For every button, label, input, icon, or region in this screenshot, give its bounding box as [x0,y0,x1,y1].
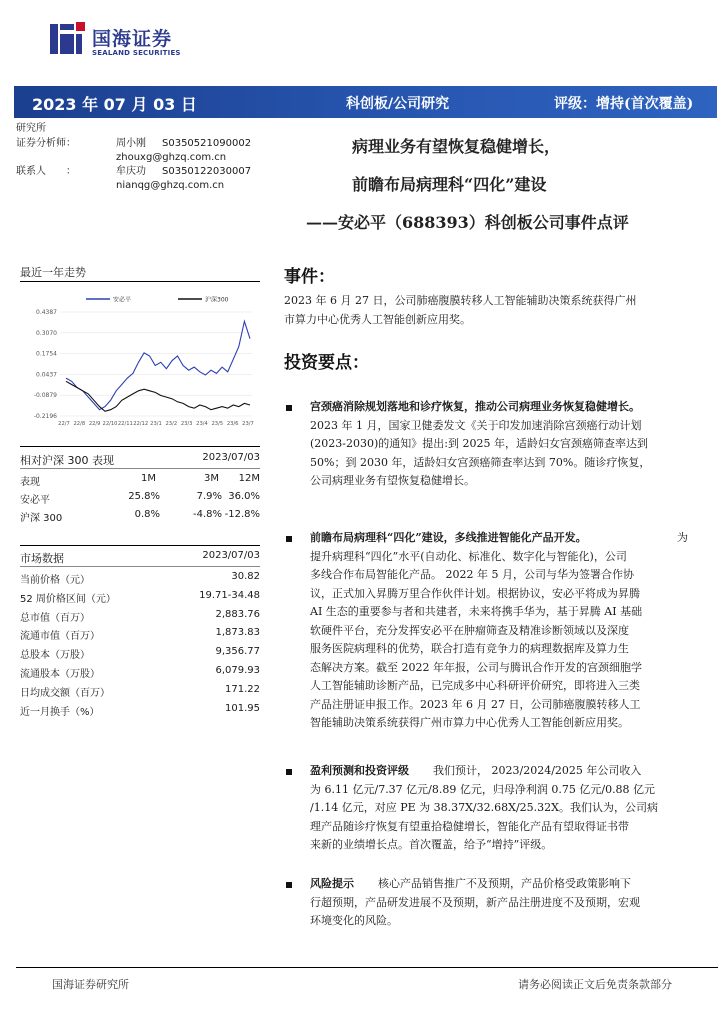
chart-y-tick-label: 0.3070 [36,329,57,337]
chart-top-rule [20,281,260,282]
perf-table-title-row [20,451,260,467]
title-line-1: 病理业务有望恢复稳健增长， [352,137,561,156]
point-3-line: 为 6.11 亿元/7.37 亿元/8.89 亿元，归母净利润 0.75 亿元/0.88 亿元 [310,782,656,796]
point-2-line: 智能辅助决策系统获得广州市算力中心优秀人工智能创新应用奖。 [310,716,629,729]
market-row-label: 52 周价格区间（元） [20,593,116,605]
market-table-title: 市场数据 [20,552,64,565]
perf-cell: 25.8% [128,491,160,502]
chart-x-tick-label: 22/12 [133,421,149,427]
contact-colon: ： [66,166,76,177]
table-row [20,626,260,642]
perf-cell: 36.0% [228,491,260,502]
chart-x-tick-label: 22/9 [88,421,101,427]
contact-code: S0350122030007 [162,166,252,177]
chart-x-tick-label: 23/1 [150,421,162,427]
analyst-email[interactable]: zhouxg@ghzq.com.cn [116,152,227,163]
chart-x-tick-label: 23/5 [211,421,224,427]
bullet-icon [286,769,292,775]
investment-heading: 投资要点： [284,353,369,373]
point-2-line: 软硬件平台，充分发挥安必平在肿瘤筛查及精准诊断领域以及深度 [310,623,629,637]
point-2-line: 提升病理科“四化”水平(自动化、标准化、数字化与智能化)，公司 [310,549,627,563]
market-table-title-row [20,549,260,565]
title-line-3: ——安必平（688393）科创板公司事件点评 [306,213,629,232]
market-row-value: 9,356.77 [215,646,260,658]
chart-x-tick-label: 23/4 [196,421,208,427]
market-row-label: 近一月换手（%） [20,706,100,718]
table-row [20,645,260,661]
perf-cell: -4.8% [192,509,222,520]
perf-header-3m: 3M [204,473,219,484]
chart-x-tick-label: 23/6 [226,421,239,427]
market-row-value: 101.95 [225,702,260,714]
point-3-line: /1.14 亿元，对应 PE 为 38.37X/32.68X/25.32X。我们认为，公司病 [310,801,658,814]
point-4-heading: 风险提示 [310,877,354,890]
market-row-label: 当前价格（元） [20,575,90,586]
contact-email[interactable]: nianqg@ghzq.com.cn [116,180,225,191]
point-3-first: 我们预计， 2023/2024/2025 年公司收入 [433,764,642,777]
point-2-tail: 为 [677,531,688,544]
market-row-label: 流通市值（百万） [20,631,100,643]
point-3-line: 理产品随诊疗恢复有望重拾稳健增长，智能化产品有望取得证书带 [310,819,629,833]
perf-header-1m: 1M [141,473,156,484]
point-1-line: 公司病理业务有望恢复稳健增长。 [310,474,475,487]
point-3 [310,762,688,855]
perf-table-title: 相对沪深 300 表现 [20,454,114,467]
point-1-line: 50%；到 2030 年，适龄妇女宫颈癌筛查率达到 70%。随诊疗恢复， [310,455,651,469]
chart-y-tick-label: -0.2196 [33,413,57,420]
point-4-line: 行超预期，产品研发进展不及预期，新产品注册进度不及预期，宏观 [310,895,640,909]
perf-cell: -12.8% [224,509,260,520]
market-row-value: 1,873.83 [215,627,260,639]
trend-chart [20,284,260,434]
chart-x-tick-label: 23/2 [165,421,178,427]
legend-label-series-2: 沪深300 [205,296,229,304]
market-row-label: 总股本（万股） [20,650,90,662]
analyst-code: S0350521090002 [162,138,252,149]
point-1-line: (2023-2030)的通知》提出:到 2025 年，适龄妇女宫颈癌筛查率达到 [310,437,648,450]
chart-y-tick-label: 0.0437 [36,371,57,379]
institute-label: 研究所 [16,123,46,134]
chart-series-line-2 [66,381,250,411]
market-row-value: 171.22 [225,683,260,695]
table-row [20,664,260,680]
perf-cell: 0.8% [134,509,160,520]
chart-x-tick-label: 22/11 [117,421,133,427]
perf-header-label: 表现 [20,477,40,488]
market-row-label: 日均成交额（百万） [20,687,110,699]
point-2-line: AI 生态的重要参与者和共建者，未来将携手华为，基于昇腾 AI 基础 [310,605,643,618]
footer-rule [16,967,718,968]
market-row-label: 总市值（百万） [20,612,90,624]
perf-header-12m: 12M [238,473,260,484]
market-row-label: 流通股本（万股） [20,669,100,680]
perf-table-top-rule [20,446,260,447]
perf-table-header [20,472,260,488]
contact-label: 联系人 [16,166,46,177]
perf-row-label: 沪深 300 [20,513,63,524]
table-row [20,490,260,506]
market-row-value: 2,883.76 [215,608,260,620]
company-name-en: SEALAND SECURITIES [92,49,181,57]
header-banner [14,86,717,118]
point-1-heading: 宫颈癌消除规划落地和诊疗恢复，推动公司病理业务恢复稳健增长。 [310,400,640,413]
chart-y-tick-label: 0.1754 [36,350,57,358]
chart-y-tick-label: -0.0879 [33,392,57,400]
report-rating: 评级：增持(首次覆盖) [554,96,694,112]
point-3-heading: 盈利预测和投资评级 [310,764,409,777]
event-heading: 事件： [284,267,335,287]
perf-table-rule [20,468,260,469]
table-row [20,702,260,718]
chart-series-line-1 [66,321,250,409]
title-line-2: 前瞻布局病理科“四化”建设 [352,175,547,194]
analyst-name: 周小刚 [116,138,146,149]
point-2-line: 产品注册证申报工作。2023 年 6 月 27 日，公司肺癌腹膜转移人工 [310,697,641,711]
point-4 [310,875,688,931]
point-2-heading: 前瞻布局病理科“四化”建设，多线推进智能化产品开发。 [310,531,587,544]
point-3-line: 来新的业绩增长点。首次覆盖，给予“增持”评级。 [310,838,553,851]
chart-section-title: 最近一年走势 [20,266,86,279]
chart-x-tick-label: 22/8 [73,421,86,427]
point-1-line: 2023 年 1 月，国家卫健委发文《关于印发加速消除宫颈癌行动计划 [310,418,642,432]
market-table-rule [20,566,260,567]
point-2-line: 多线合作布局智能化产品。 2022 年 5 月，公司与华为签署合作协 [310,568,634,581]
point-4-first: 核心产品销售推广不及预期，产品价格受政策影响下 [378,877,631,890]
analyst-label: 证券分析师： [16,138,76,149]
point-2 [310,529,688,733]
point-2-line: 服务医院病理科的优势，联合打造有竞争力的病理数据库及算力生 [310,642,629,655]
bullet-icon [286,536,292,542]
point-2-line: 态解决方案。截至 2022 年年报，公司与腾讯合作开发的宫颈细胞学 [310,660,642,674]
market-table-date: 2023/07/03 [202,550,260,561]
table-row [20,608,260,624]
perf-cell: 7.9% [196,491,222,502]
table-row [20,570,260,586]
bullet-icon [286,405,292,411]
point-2-line: 人工智能辅助诊断产品，已完成多中心科研评价研究，即将进入三类 [310,679,640,692]
event-line: 2023 年 6 月 27 日，公司肺癌腹膜转移人工智能辅助决策系统获得广州 [284,294,637,307]
point-2-line: 议，正式加入昇腾万里合作伙伴计划。根据协议，安必平将成为昇腾 [310,586,640,600]
perf-row-label: 安必平 [20,495,50,506]
chart-x-tick-label: 23/3 [180,421,193,427]
point-1 [310,398,688,491]
event-body [284,292,688,329]
footer-right: 请务必阅读正文后免责条款部分 [518,978,672,991]
market-row-value: 30.82 [231,571,260,582]
market-row-value: 19.71-34.48 [199,589,260,601]
report-section: 科创板/公司研究 [346,96,450,112]
perf-table-date: 2023/07/03 [202,452,260,463]
chart-y-tick-label: 0.4387 [36,309,57,316]
market-table-top-rule [20,545,260,546]
company-logo-mark [50,22,86,56]
legend-label-series-1: 安必平 [113,296,132,304]
table-row [20,589,260,605]
chart-x-tick-label: 22/10 [102,421,118,427]
point-4-line: 环境变化的风险。 [310,914,398,927]
chart-x-tick-label: 22/7 [58,421,70,427]
market-row-value: 6,079.93 [215,665,260,676]
chart-x-tick-label: 23/7 [242,421,254,427]
table-row [20,508,260,524]
company-name-cn: 国海证券 [92,28,173,50]
contact-name: 牟庆功 [116,166,146,177]
event-line: 市算力中心优秀人工智能创新应用奖。 [284,312,471,326]
bullet-icon [286,882,292,888]
report-date: 2023 年 07 月 03 日 [32,95,197,114]
table-row [20,683,260,699]
footer-left: 国海证券研究所 [52,978,129,991]
